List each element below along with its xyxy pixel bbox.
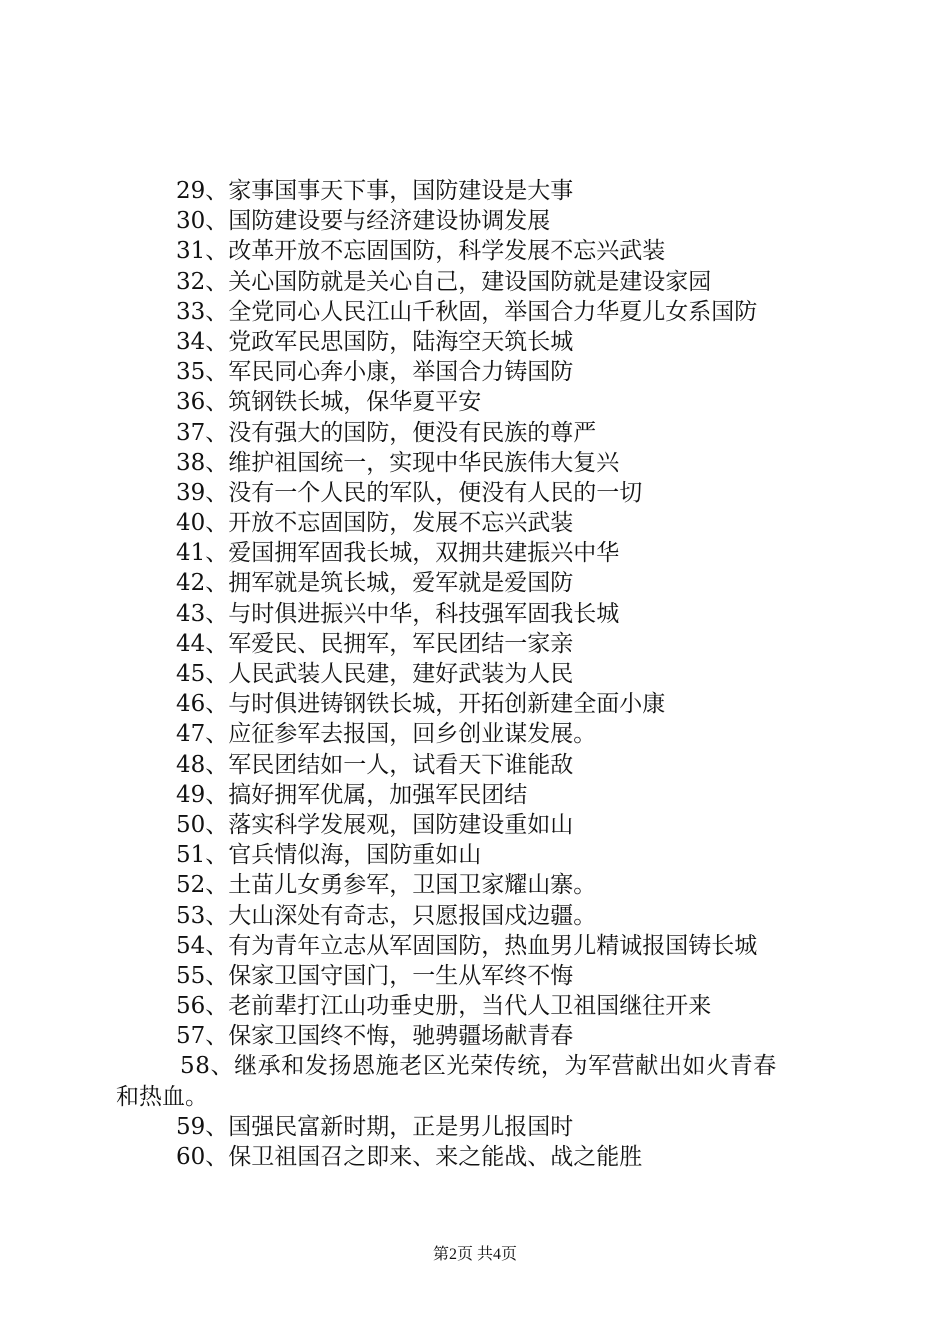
list-item: 42、拥军就是筑长城，爱军就是爱国防 [176, 570, 574, 597]
list-item: 30、国防建设要与经济建设协调发展 [176, 208, 551, 235]
list-item: 41、爱国拥军固我长城，双拥共建振兴中华 [176, 540, 620, 567]
list-item: 55、保家卫国守国门，一生从军终不悔 [176, 962, 574, 989]
list-item-wrapped-continuation: 和热血。 [116, 1083, 208, 1110]
list-item: 51、官兵情似海，国防重如山 [176, 842, 482, 869]
list-item: 49、搞好拥军优属，加强军民团结 [176, 781, 528, 808]
page-footer: 第2页 共4页 [432, 1246, 517, 1263]
list-item: 60、保卫祖国召之即来、来之能战、战之能胜 [176, 1144, 643, 1170]
list-item: 52、土苗儿女勇参军，卫国卫家耀山寨。 [176, 872, 597, 899]
list-item: 53、大山深处有奇志，只愿报国戍边疆。 [176, 902, 597, 929]
list-item: 40、开放不忘固国防，发展不忘兴武装 [176, 510, 574, 537]
list-item: 31、改革开放不忘固国防，科学发展不忘兴武装 [176, 238, 666, 265]
list-item: 48、军民团结如一人，试看天下谁能敌 [176, 751, 574, 778]
list-item: 39、没有一个人民的军队，便没有人民的一切 [176, 479, 643, 506]
list-item: 43、与时俱进振兴中华，科技强军固我长城 [176, 600, 620, 627]
list-item-wrapped-first: 58、继承和发扬恩施老区光荣传统，为军营献出如火青春 [180, 1053, 777, 1080]
list-item: 37、没有强大的国防，便没有民族的尊严 [176, 419, 597, 446]
list-item: 34、党政军民思国防，陆海空天筑长城 [176, 328, 574, 355]
list-item: 32、关心国防就是关心自己，建设国防就是建设家园 [176, 268, 712, 295]
list-item: 50、落实科学发展观，国防建设重如山 [176, 811, 574, 838]
list-item: 45、人民武装人民建，建好武装为人民 [176, 661, 574, 687]
list-item: 59、国强民富新时期，正是男儿报国时 [176, 1113, 574, 1140]
list-item: 29、家事国事天下事，国防建设是大事 [176, 178, 574, 204]
list-item: 54、有为青年立志从军固国防，热血男儿精诚报国铸长城 [176, 932, 758, 959]
slogan-list [0, 176, 950, 1172]
list-item: 38、维护祖国统一，实现中华民族伟大复兴 [176, 449, 620, 476]
list-item: 56、老前辈打江山功垂史册，当代人卫祖国继往开来 [176, 993, 712, 1020]
list-item: 33、全党同心人民江山千秋固，举国合力华夏儿女系国防 [176, 298, 758, 325]
list-item: 57、保家卫国终不悔，驰骋疆场献青春 [176, 1023, 574, 1050]
list-item: 44、军爱民、民拥军，军民团结一家亲 [176, 630, 574, 657]
list-item: 47、应征参军去报国，回乡创业谋发展。 [176, 721, 597, 748]
list-item: 36、筑钢铁长城，保华夏平安 [176, 389, 482, 416]
list-item: 46、与时俱进铸钢铁长城，开拓创新建全面小康 [176, 691, 666, 718]
list-item: 35、军民同心奔小康，举国合力铸国防 [176, 359, 574, 386]
